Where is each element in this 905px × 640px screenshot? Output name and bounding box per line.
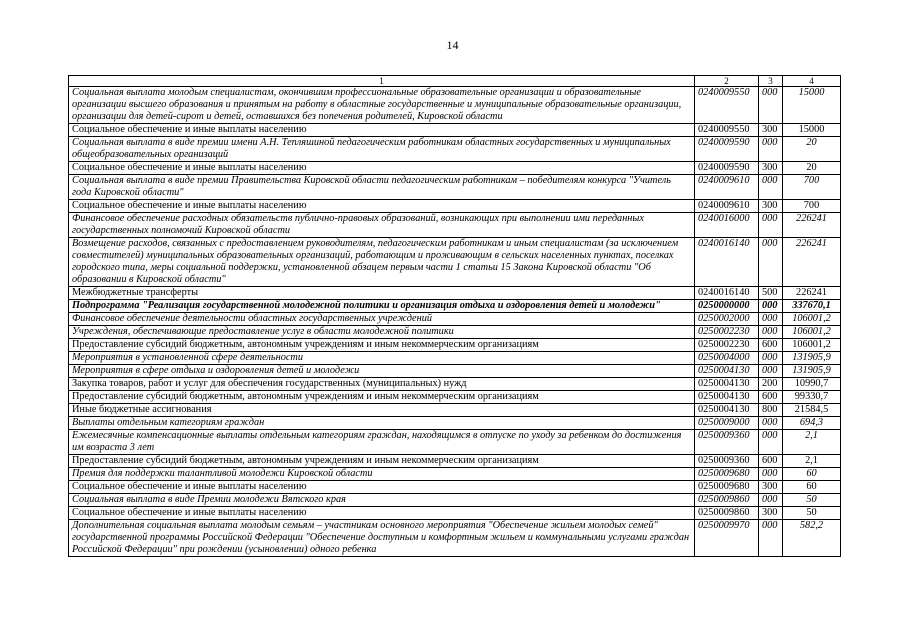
table-row xyxy=(69,481,841,494)
row-name-cell: Предоставление субсидий бюджетным, автономным учреждениям и иным некоммерческим организациям xyxy=(69,391,695,404)
row-code-cell: 0250004130 xyxy=(695,378,759,391)
row-name-cell: Учреждения, обеспечивающие предоставление услуг в области молодежной политики xyxy=(69,326,695,339)
row-amount-cell: 2,1 xyxy=(783,430,841,455)
row-code-cell: 0250009360 xyxy=(695,430,759,455)
row-expense-type-cell: 000 xyxy=(759,175,783,200)
row-expense-type-cell: 000 xyxy=(759,494,783,507)
row-code-cell: 0250009000 xyxy=(695,417,759,430)
row-expense-type-cell: 000 xyxy=(759,430,783,455)
table-row xyxy=(69,200,841,213)
table-row xyxy=(69,494,841,507)
row-name-cell: Подпрограмма "Реализация государственной молодежной политики и организация отдыха и оздоровления детей и молодежи" xyxy=(69,300,695,313)
row-amount-cell: 131905,9 xyxy=(783,365,841,378)
row-expense-type-cell: 000 xyxy=(759,417,783,430)
row-name-cell: Социальная выплата молодым специалистам, окончившим профессиональные образовательные организации и образовательные организации высшего образования и принятым на работу в областные государственные и муниципальные образовательные организации, организации для детей-сирот и детей, оставшихся без попечения родителей, Кировской области xyxy=(69,87,695,124)
header-col-3: 3 xyxy=(759,76,783,87)
header-col-1: 1 xyxy=(69,76,695,87)
row-code-cell: 0240009610 xyxy=(695,175,759,200)
row-name-cell: Премия для поддержки талантливой молодежи Кировской области xyxy=(69,468,695,481)
row-amount-cell: 10990,7 xyxy=(783,378,841,391)
row-amount-cell: 50 xyxy=(783,507,841,520)
table-row xyxy=(69,326,841,339)
row-code-cell: 0250004130 xyxy=(695,404,759,417)
row-expense-type-cell: 000 xyxy=(759,300,783,313)
row-code-cell: 0250000000 xyxy=(695,300,759,313)
table-row xyxy=(69,124,841,137)
row-amount-cell: 20 xyxy=(783,137,841,162)
row-amount-cell: 700 xyxy=(783,175,841,200)
row-name-cell: Ежемесячные компенсационные выплаты отдельным категориям граждан, находящимся в отпуске по уходу за ребенком до достижения им возраста 3 лет xyxy=(69,430,695,455)
row-expense-type-cell: 000 xyxy=(759,468,783,481)
row-expense-type-cell: 000 xyxy=(759,520,783,557)
table-row xyxy=(69,300,841,313)
row-expense-type-cell: 600 xyxy=(759,339,783,352)
row-expense-type-cell: 000 xyxy=(759,87,783,124)
table-row xyxy=(69,313,841,326)
page-number: 14 xyxy=(446,38,459,52)
table-row xyxy=(69,520,841,557)
table-row xyxy=(69,378,841,391)
row-code-cell: 0250002230 xyxy=(695,339,759,352)
row-expense-type-cell: 000 xyxy=(759,313,783,326)
table-row xyxy=(69,175,841,200)
table-row xyxy=(69,404,841,417)
row-amount-cell: 226241 xyxy=(783,213,841,238)
table-row xyxy=(69,137,841,162)
row-name-cell: Выплаты отдельным категориям граждан xyxy=(69,417,695,430)
table-row xyxy=(69,238,841,287)
row-amount-cell: 2,1 xyxy=(783,455,841,468)
row-code-cell: 0250004000 xyxy=(695,352,759,365)
row-name-cell: Дополнительная социальная выплата молодым семьям – участникам основного мероприятия "Обеспечение жильем молодых семей" государственной программы Российской Федерации "Обеспечение доступным и комфортным жильем и коммунальными услугами граждан Российской Федерации" при рождении (усыновлении) одного ребенка xyxy=(69,520,695,557)
table-row xyxy=(69,507,841,520)
row-amount-cell: 106001,2 xyxy=(783,313,841,326)
row-amount-cell: 60 xyxy=(783,468,841,481)
row-code-cell: 0250002000 xyxy=(695,313,759,326)
row-name-cell: Межбюджетные трансферты xyxy=(69,287,695,300)
row-amount-cell: 60 xyxy=(783,481,841,494)
row-amount-cell: 20 xyxy=(783,162,841,175)
table-row xyxy=(69,339,841,352)
row-name-cell: Социальное обеспечение и иные выплаты населению xyxy=(69,200,695,213)
row-amount-cell: 99330,7 xyxy=(783,391,841,404)
row-expense-type-cell: 000 xyxy=(759,352,783,365)
row-name-cell: Социальное обеспечение и иные выплаты населению xyxy=(69,124,695,137)
table-row xyxy=(69,417,841,430)
row-expense-type-cell: 000 xyxy=(759,213,783,238)
row-expense-type-cell: 300 xyxy=(759,507,783,520)
row-code-cell: 0250004130 xyxy=(695,365,759,378)
row-expense-type-cell: 800 xyxy=(759,404,783,417)
row-name-cell: Социальная выплата в виде премии имени А.Н. Тепляшиной педагогическим работникам областных государственных и муниципальных общеобразовательных организаций xyxy=(69,137,695,162)
row-name-cell: Закупка товаров, работ и услуг для обеспечения государственных (муниципальных) нужд xyxy=(69,378,695,391)
row-expense-type-cell: 600 xyxy=(759,455,783,468)
row-code-cell: 0240009590 xyxy=(695,137,759,162)
table-row xyxy=(69,287,841,300)
row-amount-cell: 21584,5 xyxy=(783,404,841,417)
row-code-cell: 0250009680 xyxy=(695,468,759,481)
row-name-cell: Мероприятия в установленной сфере деятельности xyxy=(69,352,695,365)
row-name-cell: Социальное обеспечение и иные выплаты населению xyxy=(69,481,695,494)
row-name-cell: Финансовое обеспечение расходных обязательств публично-правовых образований, возникающих при выполнении ими переданных государственных полномочий Кировской области xyxy=(69,213,695,238)
row-expense-type-cell: 300 xyxy=(759,124,783,137)
row-name-cell: Социальная выплата в виде премии Правительства Кировской области педагогическим работникам – победителям конкурса "Учитель года Кировской области" xyxy=(69,175,695,200)
row-name-cell: Социальная выплата в виде Премии молодежи Вятского края xyxy=(69,494,695,507)
row-amount-cell: 50 xyxy=(783,494,841,507)
budget-table xyxy=(68,75,841,557)
row-expense-type-cell: 300 xyxy=(759,162,783,175)
header-col-2: 2 xyxy=(695,76,759,87)
row-code-cell: 0240009610 xyxy=(695,200,759,213)
table-row xyxy=(69,365,841,378)
table-row xyxy=(69,352,841,365)
row-code-cell: 0240016140 xyxy=(695,238,759,287)
row-amount-cell: 106001,2 xyxy=(783,326,841,339)
row-expense-type-cell: 000 xyxy=(759,238,783,287)
row-expense-type-cell: 000 xyxy=(759,326,783,339)
row-name-cell: Социальное обеспечение и иные выплаты населению xyxy=(69,162,695,175)
row-code-cell: 0250009680 xyxy=(695,481,759,494)
row-name-cell: Финансовое обеспечение деятельности областных государственных учреждений xyxy=(69,313,695,326)
row-expense-type-cell: 300 xyxy=(759,481,783,494)
row-expense-type-cell: 600 xyxy=(759,391,783,404)
row-amount-cell: 582,2 xyxy=(783,520,841,557)
table-row xyxy=(69,455,841,468)
table-header-row xyxy=(69,76,841,87)
row-amount-cell: 226241 xyxy=(783,287,841,300)
row-amount-cell: 694,3 xyxy=(783,417,841,430)
row-expense-type-cell: 000 xyxy=(759,365,783,378)
row-expense-type-cell: 300 xyxy=(759,200,783,213)
row-code-cell: 0250009970 xyxy=(695,520,759,557)
row-expense-type-cell: 500 xyxy=(759,287,783,300)
row-code-cell: 0250009860 xyxy=(695,507,759,520)
table-row xyxy=(69,468,841,481)
row-name-cell: Мероприятия в сфере отдыха и оздоровления детей и молодежи xyxy=(69,365,695,378)
row-code-cell: 0250004130 xyxy=(695,391,759,404)
row-code-cell: 0250009860 xyxy=(695,494,759,507)
table-row xyxy=(69,391,841,404)
table-row xyxy=(69,87,841,124)
row-code-cell: 0240009590 xyxy=(695,162,759,175)
row-amount-cell: 226241 xyxy=(783,238,841,287)
row-expense-type-cell: 200 xyxy=(759,378,783,391)
table-row xyxy=(69,162,841,175)
row-amount-cell: 15000 xyxy=(783,87,841,124)
header-col-4: 4 xyxy=(783,76,841,87)
row-name-cell: Возмещение расходов, связанных с предоставлением руководителям, педагогическим работникам и иным специалистам (за исключением совместителей) муниципальных образовательных организаций, работающим и проживающим в сельских населенных пунктах, поселках городского типа, меры социальной поддержки, установленной абзацем первым части 1 статьи 15 Закона Кировской области "Об образовании в Кировской области" xyxy=(69,238,695,287)
row-code-cell: 0250002230 xyxy=(695,326,759,339)
row-name-cell: Предоставление субсидий бюджетным, автономным учреждениям и иным некоммерческим организациям xyxy=(69,455,695,468)
row-amount-cell: 106001,2 xyxy=(783,339,841,352)
row-expense-type-cell: 000 xyxy=(759,137,783,162)
row-name-cell: Социальное обеспечение и иные выплаты населению xyxy=(69,507,695,520)
budget-table-body xyxy=(69,76,841,557)
table-row xyxy=(69,213,841,238)
row-amount-cell: 700 xyxy=(783,200,841,213)
row-amount-cell: 337670,1 xyxy=(783,300,841,313)
row-code-cell: 0240009550 xyxy=(695,87,759,124)
row-code-cell: 0240016140 xyxy=(695,287,759,300)
row-name-cell: Предоставление субсидий бюджетным, автономным учреждениям и иным некоммерческим организациям xyxy=(69,339,695,352)
row-code-cell: 0240009550 xyxy=(695,124,759,137)
row-code-cell: 0250009360 xyxy=(695,455,759,468)
row-name-cell: Иные бюджетные ассигнования xyxy=(69,404,695,417)
row-code-cell: 0240016000 xyxy=(695,213,759,238)
row-amount-cell: 131905,9 xyxy=(783,352,841,365)
table-row xyxy=(69,430,841,455)
row-amount-cell: 15000 xyxy=(783,124,841,137)
